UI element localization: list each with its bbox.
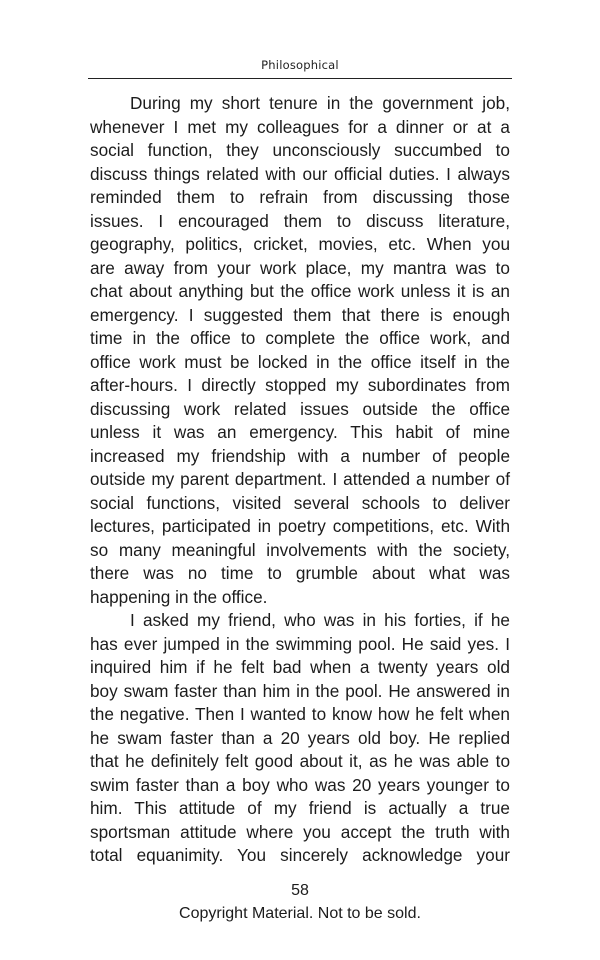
header-rule: [88, 78, 512, 79]
text-line: social functions, visited several schools to deliver: [90, 492, 510, 513]
text-line: there was no time to grumble about what was: [90, 563, 510, 583]
text-line: sportsman attitude where you accept the truth with: [90, 821, 510, 842]
text-line: I asked my friend, who was in his forties, if he: [130, 610, 510, 630]
text-line: inquired him if he felt bad when a twenty years old: [90, 657, 510, 677]
copyright-notice: Copyright Material. Not to be sold.: [179, 905, 421, 922]
text-line: that he definitely felt good about it, as he was able to: [90, 751, 510, 771]
text-line: he swam faster than a 20 years old boy. He replied: [90, 727, 510, 748]
paragraph-2: [90, 609, 510, 868]
text-line: so many meaningful involvements with the society,: [90, 539, 510, 560]
text-line: boy swam faster than him in the pool. He answered in: [90, 680, 510, 701]
text-line: happening in the office.: [90, 586, 268, 607]
text-line: social function, they unconsciously succumbed to: [90, 140, 510, 160]
text-line: whenever I met my colleagues for a dinner or at a: [90, 116, 510, 137]
text-line: emergency. I suggested them that there is enough: [90, 304, 510, 325]
text-line: him. This attitude of my friend is actually a true: [90, 798, 510, 818]
page-number: 58: [291, 882, 309, 899]
running-header: Philosophical: [261, 58, 339, 72]
text-line: issues. I encouraged them to discuss literature,: [90, 210, 510, 231]
text-line: geography, politics, cricket, movies, etc. When you: [90, 234, 510, 254]
text-line: discuss things related with our official duties. I always: [90, 163, 510, 184]
text-line: discussing work related issues outside the office: [90, 398, 510, 419]
text-line: total equanimity. You sincerely acknowledge your: [90, 845, 510, 865]
text-line: During my short tenure in the government job,: [130, 93, 510, 113]
text-line: chat about anything but the office work unless it is an: [90, 281, 510, 301]
text-line: are away from your work place, my mantra was to: [90, 257, 510, 278]
text-line: outside my parent department. I attended a number of: [90, 469, 510, 489]
text-line: lectures, participated in poetry competitions, etc. With: [90, 516, 510, 536]
text-line: swim faster than a boy who was 20 years younger to: [90, 774, 510, 795]
text-line: time in the office to complete the office work, and: [90, 328, 510, 348]
text-line: after-hours. I directly stopped my subordinates from: [90, 375, 510, 395]
text-line: unless it was an emergency. This habit of mine: [90, 422, 510, 442]
text-line: the negative. Then I wanted to know how he felt when: [90, 704, 510, 724]
text-line: has ever jumped in the swimming pool. He said yes. I: [90, 633, 510, 654]
text-line: reminded them to refrain from discussing those: [90, 187, 510, 207]
paragraph-1: [90, 92, 510, 609]
text-line: office work must be locked in the office itself in the: [90, 351, 510, 372]
text-line: increased my friendship with a number of people: [90, 445, 510, 466]
